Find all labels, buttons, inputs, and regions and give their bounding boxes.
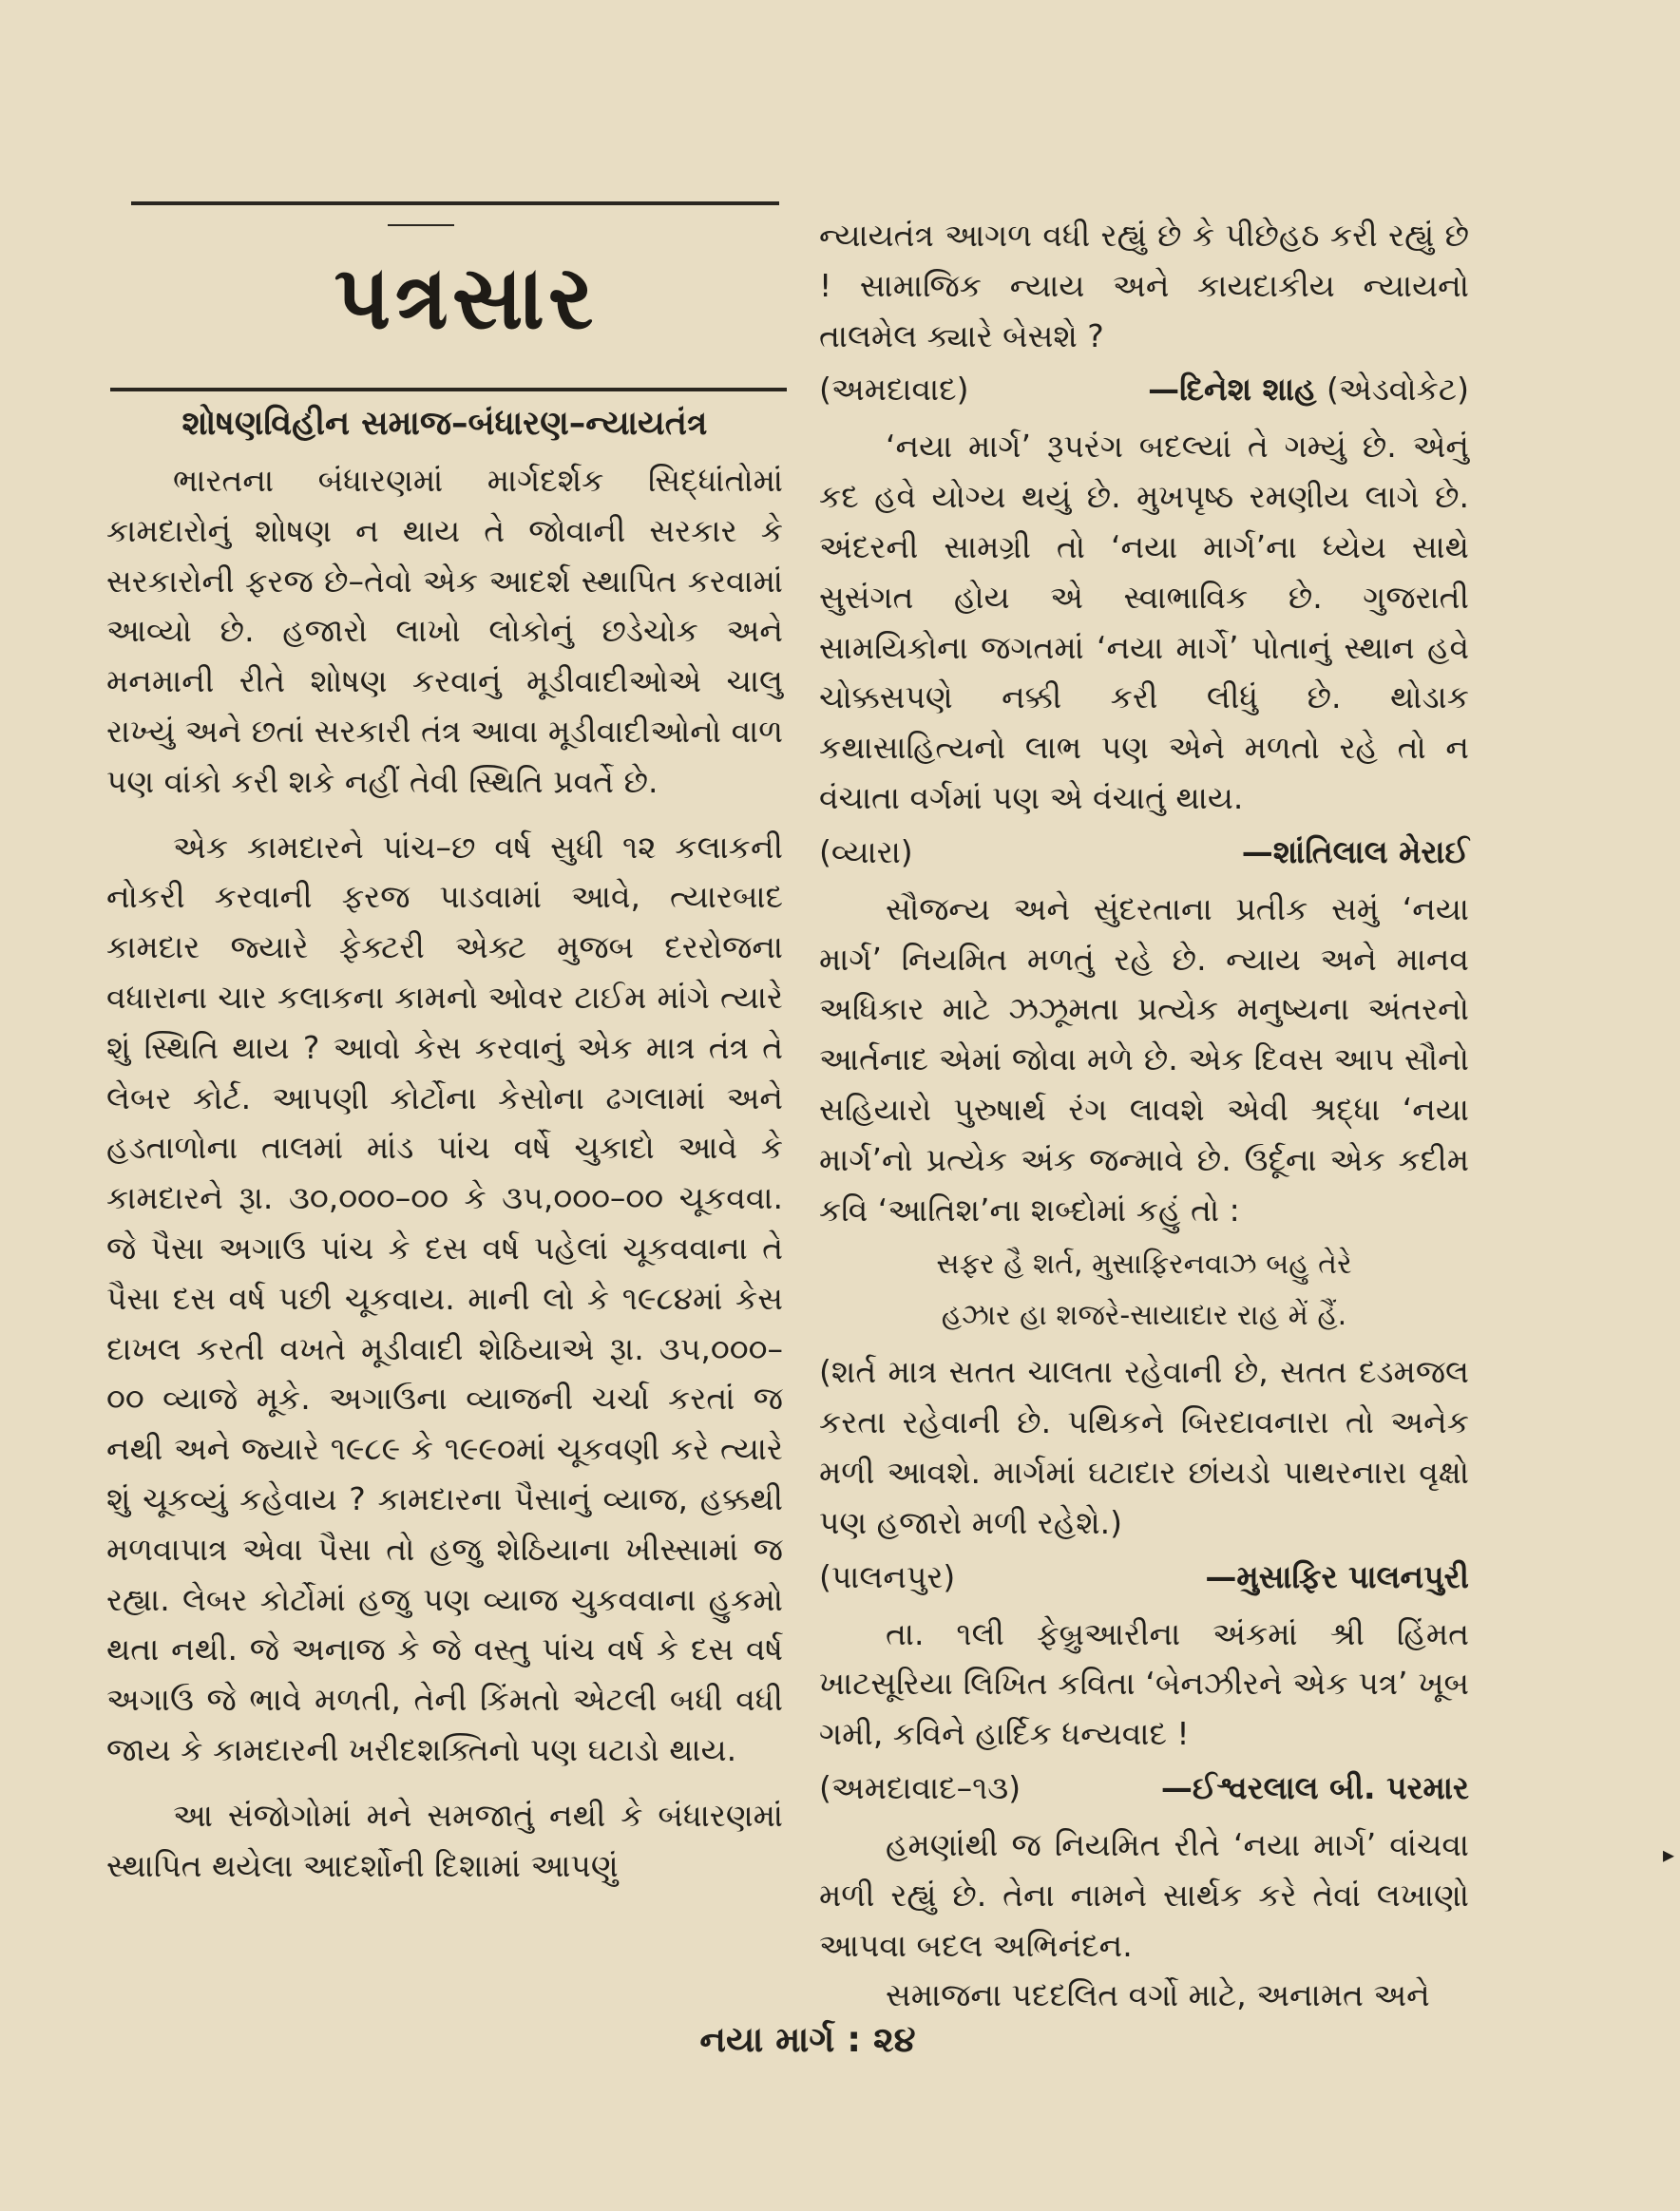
- signature-name: —ઈશ્વરલાલ બી. પરમાર: [1160, 1768, 1469, 1806]
- left-paragraph-2: એક કામદારને પાંચ–છ વર્ષ સુધી ૧૨ કલાકની નોકરી કરવાની ફરજ પાડવામાં આવે, ત્યારબાદ કામદાર જ્યારે ફેક્ટરી એક્ટ મુજબ દરરોજના વધારાના ચાર કલાકના કામનો ઓવર ટાઈમ માંગે ત્યારે શું સ્થિતિ થાય ? આવો કેસ કરવાનું એક માત્ર તંત્ર તે લેબર કોર્ટ. આપણી કોર્ટોના કેસોના ઢગલામાં અને હડતાળોના તાલમાં માંડ પાંચ વર્ષે ચુકાદો આવે કે કામદારને રૂા. ૩૦,૦૦૦–૦૦ કે ૩૫,૦૦૦–૦૦ ચૂકવવા. જે પૈસા અગાઉ પાંચ કે દસ વર્ષ પહેલાં ચૂકવવાના તે પૈસા દસ વર્ષ પછી ચૂકવાય. માની લો કે ૧૯૮૪માં કેસ દાખલ કરતી વખતે મૂડીવાદી શેઠિયાએ રૂા. ૩૫,૦૦૦–૦૦ વ્યાજે મૂકે. અગાઉના વ્યાજની ચર્ચા કરતાં જ નથી અને જ્યારે ૧૯૮૯ કે ૧૯૯૦માં ચૂકવણી કરે ત્યારે શું ચૂકવ્યું કહેવાય ? કામદારના પૈસાનું વ્યાજ, હક્કથી મળવાપાત્ર એવા પૈસા તો હજુ શેઠિયાના ખીસ્સામાં જ રહ્યા. લેબર કોર્ટોમાં હજુ પણ વ્યાજ ચુકવવાના હુકમો થતા નથી. જે અનાજ કે જે વસ્તુ પાંચ વર્ષ કે દસ વર્ષ અગાઉ જે ભાવે મળતી, તેની કિંમતો એટલી બધી વધી જાય કે કામદારની ખરીદશક્તિનો પણ ઘટાડો થાય.: [106, 828, 783, 1768]
- signature-ishwarlal-parmar: [819, 1762, 1469, 1815]
- signature-name: —શાંતિલાલ મેરાઈ: [1241, 832, 1469, 870]
- signature-note: (એડવોકેટ): [1327, 371, 1469, 409]
- couplet-explanation: (શર્ત માત્ર સતત ચાલતા રહેવાની છે, સતત દડમજલ કરતા રહેવાની છે. પથિકને બિરદાવનારા તો અનેક મળી આવશે. માર્ગમાં ઘટાદાર છાંયડો પાથરનારા વૃક્ષો પણ હજારો મળી રહેશે.): [819, 1353, 1469, 1541]
- signature-place: (વ્યારા): [819, 832, 913, 870]
- masthead-small-rule: [388, 224, 454, 226]
- letter-paragraph-naya-marg-design: ‘નયા માર્ગ’ રૂપરંગ બદલ્યાં તે ગમ્યું છે. એનું કદ હવે યોગ્ય થયું છે. મુખપૃષ્ઠ રમણીય લાગે છે. અંદરની સામગ્રી તો ‘નયા માર્ગ’ના ધ્યેય સાથે સુસંગત હોય એ સ્વાભાવિક છે. ગુજરાતી સામયિકોના જગતમાં ‘નયા માર્ગે’ પોતાનું સ્થાન હવે ચોક્કસપણે નક્કી કરી લીધું છે. થોડાક કથાસાહિત્યનો લાભ પણ એને મળતો રહે તો ન વંચાતા વર્ગમાં પણ એ વંચાતું થાય.: [819, 428, 1469, 816]
- right-column: [819, 211, 1469, 2021]
- couplet-line-1: સફર હૈ શર્ત, મુસાફિરનવાઝ બહુ તેરે: [936, 1248, 1352, 1282]
- signature-dinesh-shah: [819, 363, 1469, 416]
- signature-musafir-palanpuri: [819, 1551, 1469, 1604]
- signature-place: (અમદાવાદ): [819, 371, 969, 409]
- left-paragraph-1: ભારતના બંધારણમાં માર્ગદર્શક સિદ્ધાંતોમાં કામદારોનું શોષણ ન થાય તે જોવાની સરકાર કે સરકારોની ફરજ છે–તેવો એક આદર્શ સ્થાપિત કરવામાં આવ્યો છે. હજારો લાખો લોકોનું છડેચોક અને મનમાની રીતે શોષણ કરવાનું મૂડીવાદીઓએ ચાલુ રાખ્યું અને છતાં સરકારી તંત્ર આવા મૂડીવાદીઓનો વાળ પણ વાંકો કરી શકે નહીં તેવી સ્થિતિ પ્રવર્તે છે.: [106, 462, 783, 800]
- page-footer: નયા માર્ગ : ૨૪: [699, 2019, 916, 2060]
- letter-paragraph-reservation: સમાજના પદદલિત વર્ગો માટે, અનામત અને: [886, 1976, 1430, 2014]
- letter-paragraph-saujanya: સૌજન્ય અને સુંદરતાના પ્રતીક સમું ‘નયા માર્ગ’ નિયમિત મળતું રહે છે. ન્યાય અને માનવ અધિકાર માટે ઝઝૂમતા પ્રત્યેક મનુષ્યના અંતરનો આર્તનાદ એમાં જોવા મળે છે. એક દિવસ આપ સૌનો સહિયારો પુરુષાર્થ રંગ લાવશે એવી શ્રદ્ધા ‘નયા માર્ગ’નો પ્રત્યેક અંક જન્માવે છે. ઉર્દૂના એક કદીમ કવિ ‘આતિશ’ના શબ્દોમાં કહું તો :: [819, 889, 1469, 1229]
- urdu-couplet: [819, 1239, 1469, 1342]
- signature-place: (અમદાવાદ–૧૩): [819, 1768, 1021, 1806]
- section-masthead: પત્રસાર: [334, 246, 598, 349]
- letter-paragraph-regular-reading: હમણાંથી જ નિયમિત રીતે ‘નયા માર્ગ’ વાંચવા મળી રહ્યું છે. તેના નામને સાર્થક કરે તેવાં લખાણો આપવા બદલ અભિનંદન.: [819, 1825, 1469, 1964]
- signature-shantilal-merai: [819, 826, 1469, 879]
- letter-paragraph-poem-praise: તા. ૧લી ફેબ્રુઆરીના અંકમાં શ્રી હિંમત ખાટસૂરિયા લિખિત કવિતા ‘બેનઝીરને એક પત્ર’ ખૂબ ગમી, કવિને હાર્દિક ધન્યવાદ !: [819, 1614, 1469, 1753]
- article-headline: શોષણવિહીન સમાજ–બંધારણ–ન્યાયતંત્ર: [181, 405, 708, 443]
- top-rule: [131, 201, 779, 205]
- signature-name: —મુસાફિર પાલનપુરી: [1205, 1557, 1469, 1595]
- masthead-bottom-rule: [110, 388, 787, 391]
- margin-mark-icon: ▸: [1663, 1841, 1675, 1868]
- right-continuation-paragraph: ન્યાયતંત્ર આગળ વધી રહ્યું છે કે પીછેહઠ કરી રહ્યું છે ! સામાજિક ન્યાય અને કાયદાકીય ન્યાયનો તાલમેલ ક્યારે બેસશે ?: [819, 217, 1469, 354]
- signature-place: (પાલનપુર): [819, 1557, 956, 1595]
- signature-name: —દિનેશ શાહ: [1148, 371, 1317, 409]
- left-paragraph-3: આ સંજોગોમાં મને સમજાતું નથી કે બંધારણમાં સ્થાપિત થયેલા આદર્શોની દિશામાં આપણું: [106, 1796, 783, 1884]
- left-column: [106, 399, 783, 1891]
- couplet-line-2: હઝાર હા શજરે-સાયાદાર રાહ મેં હૈં.: [941, 1299, 1347, 1333]
